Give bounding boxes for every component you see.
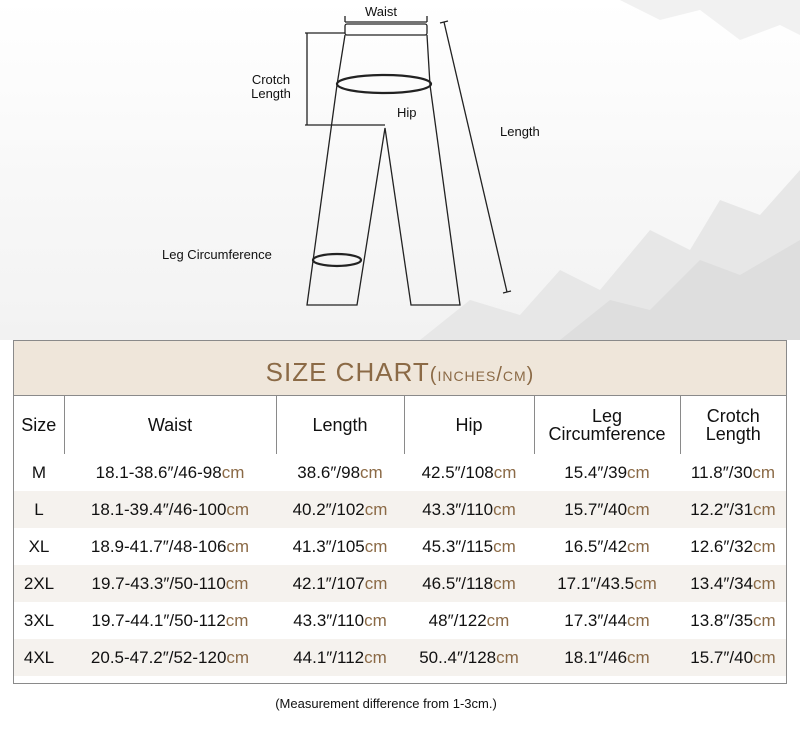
cell-value: 12.6″/32	[690, 536, 754, 556]
cell-value: 45.3″/115	[422, 536, 494, 556]
unit-suffix: cm	[753, 647, 776, 667]
cell-waist	[64, 454, 276, 491]
measurement-note: (Measurement difference from 1-3cm.)	[275, 696, 497, 711]
unit-suffix: cm	[364, 499, 388, 519]
header-waist: Waist	[64, 396, 276, 454]
cell-leg	[534, 491, 680, 528]
unit-suffix: cm	[627, 610, 650, 630]
cell-leg	[534, 565, 680, 602]
cell-crotch	[680, 602, 786, 639]
size-chart-title-text: SIZE CHART	[265, 357, 430, 387]
cell-size	[14, 639, 64, 676]
unit-suffix: cm	[221, 462, 245, 482]
unit-suffix: cm	[753, 573, 776, 593]
cell-value: 13.4″/34	[690, 573, 754, 593]
cell-size	[14, 491, 64, 528]
cell-crotch	[680, 454, 786, 491]
cell-leg	[534, 639, 680, 676]
header-crotch-length	[680, 396, 786, 454]
pants-outline-illustration	[0, 0, 800, 340]
cell-leg	[534, 602, 680, 639]
cell-leg	[534, 454, 680, 491]
unit-suffix: cm	[226, 499, 250, 519]
cell-hip	[404, 565, 534, 602]
unit-suffix: cm	[627, 462, 650, 482]
header-size: Size	[14, 396, 64, 454]
unit-suffix: cm	[493, 573, 516, 593]
table-header-row	[14, 396, 786, 454]
table-row	[14, 565, 786, 602]
cell-value: 43.3″/110	[422, 499, 494, 519]
cell-hip	[404, 528, 534, 565]
cell-value: 44.1″/112	[293, 647, 365, 667]
cell-value: 40.2″/102	[292, 499, 365, 519]
waist-label: Waist	[365, 4, 398, 19]
header-leg-line2: Circumference	[548, 424, 666, 444]
crotch-label-line1: Crotch	[251, 72, 291, 87]
unit-suffix: cm	[627, 536, 650, 556]
crotch-label-line2: Length	[251, 86, 291, 101]
unit-suffix: cm	[364, 573, 388, 593]
unit-suffix: cm	[364, 536, 388, 556]
cell-value: 42.5″/108	[421, 462, 494, 482]
cell-value: 18.1-38.6″/46-98	[95, 462, 222, 482]
unit-suffix: cm	[360, 462, 383, 482]
cell-value: 15.7″/40	[690, 647, 754, 667]
size-table-body	[14, 454, 786, 676]
cell-value: 43.3″/110	[293, 610, 365, 630]
cell-value: 48″/122	[428, 610, 487, 630]
unit-suffix: cm	[486, 610, 510, 630]
cell-hip	[404, 602, 534, 639]
cell-hip	[404, 491, 534, 528]
cell-crotch	[680, 639, 786, 676]
size-chart-title	[14, 341, 786, 396]
cell-size	[14, 565, 64, 602]
cell-length	[276, 565, 404, 602]
cell-value: 16.5″/42	[564, 536, 628, 556]
header-length: Length	[276, 396, 404, 454]
cell-length	[276, 491, 404, 528]
unit-suffix: cm	[226, 536, 250, 556]
cell-value: 42.1″/107	[292, 573, 365, 593]
unit-suffix: cm	[496, 647, 519, 667]
cell-crotch	[680, 565, 786, 602]
size-table	[14, 396, 786, 676]
header-crotch-line2: Length	[705, 424, 761, 444]
unit-suffix: cm	[634, 573, 657, 593]
cell-length	[276, 639, 404, 676]
leg-circumference-label: Leg Circumference	[162, 247, 272, 262]
cell-value: L	[34, 499, 44, 519]
cell-size	[14, 454, 64, 491]
cell-leg	[534, 528, 680, 565]
cell-value: 15.4″/39	[564, 462, 628, 482]
pants-measurement-diagram	[0, 0, 800, 340]
cell-value: 3XL	[23, 610, 55, 630]
cell-value: 41.3″/105	[292, 536, 365, 556]
table-row	[14, 528, 786, 565]
length-label: Length	[500, 124, 540, 139]
cell-crotch	[680, 528, 786, 565]
header-leg-circumference	[534, 396, 680, 454]
unit-suffix: cm	[753, 499, 776, 519]
cell-waist	[64, 602, 276, 639]
cell-crotch	[680, 491, 786, 528]
table-row	[14, 639, 786, 676]
cell-hip	[404, 639, 534, 676]
unit-suffix: cm	[752, 462, 776, 482]
cell-size	[14, 602, 64, 639]
unit-suffix: cm	[753, 610, 776, 630]
cell-value: XL	[28, 536, 50, 556]
unit-suffix: cm	[753, 536, 776, 556]
cell-value: 19.7-44.1″/50-112	[91, 610, 226, 630]
cell-value: 11.8″/30	[690, 462, 753, 482]
header-hip: Hip	[404, 396, 534, 454]
table-row	[14, 491, 786, 528]
cell-value: 17.1″/43.5	[557, 573, 635, 593]
unit-suffix: cm	[225, 573, 249, 593]
table-row	[14, 602, 786, 639]
cell-hip	[404, 454, 534, 491]
cell-length	[276, 602, 404, 639]
unit-suffix: cm	[364, 647, 387, 667]
header-leg-line1: Leg	[591, 406, 623, 426]
cell-value: 2XL	[23, 573, 55, 593]
size-chart	[13, 340, 787, 684]
cell-value: 20.5-47.2″/52-120	[90, 647, 227, 667]
cell-waist	[64, 491, 276, 528]
size-chart-title-unit: (inches/cm)	[429, 364, 535, 386]
hip-label: Hip	[397, 105, 417, 120]
table-row	[14, 454, 786, 491]
cell-waist	[64, 528, 276, 565]
cell-waist	[64, 565, 276, 602]
unit-suffix: cm	[627, 499, 650, 519]
cell-value: 18.9-41.7″/48-106	[90, 536, 227, 556]
cell-size	[14, 528, 64, 565]
cell-value: 17.3″/44	[564, 610, 628, 630]
cell-value: 12.2″/31	[690, 499, 754, 519]
cell-value: 38.6″/98	[297, 462, 361, 482]
cell-value: 18.1″/46	[564, 647, 628, 667]
header-crotch-line1: Crotch	[706, 406, 760, 426]
cell-value: M	[31, 462, 47, 482]
unit-suffix: cm	[493, 499, 516, 519]
cell-value: 18.1-39.4″/46-100	[90, 499, 227, 519]
unit-suffix: cm	[493, 536, 516, 556]
crotch-length-label	[244, 73, 298, 101]
unit-suffix: cm	[493, 462, 517, 482]
cell-value: 15.7″/40	[564, 499, 628, 519]
cell-value: 13.8″/35	[690, 610, 754, 630]
cell-waist	[64, 639, 276, 676]
cell-value: 4XL	[23, 647, 55, 667]
cell-value: 46.5″/118	[422, 573, 494, 593]
unit-suffix: cm	[627, 647, 650, 667]
unit-suffix: cm	[226, 647, 250, 667]
cell-value: 50..4″/128	[419, 647, 497, 667]
unit-suffix: cm	[364, 610, 387, 630]
cell-length	[276, 528, 404, 565]
unit-suffix: cm	[225, 610, 249, 630]
cell-value: 19.7-43.3″/50-110	[91, 573, 226, 593]
cell-length	[276, 454, 404, 491]
